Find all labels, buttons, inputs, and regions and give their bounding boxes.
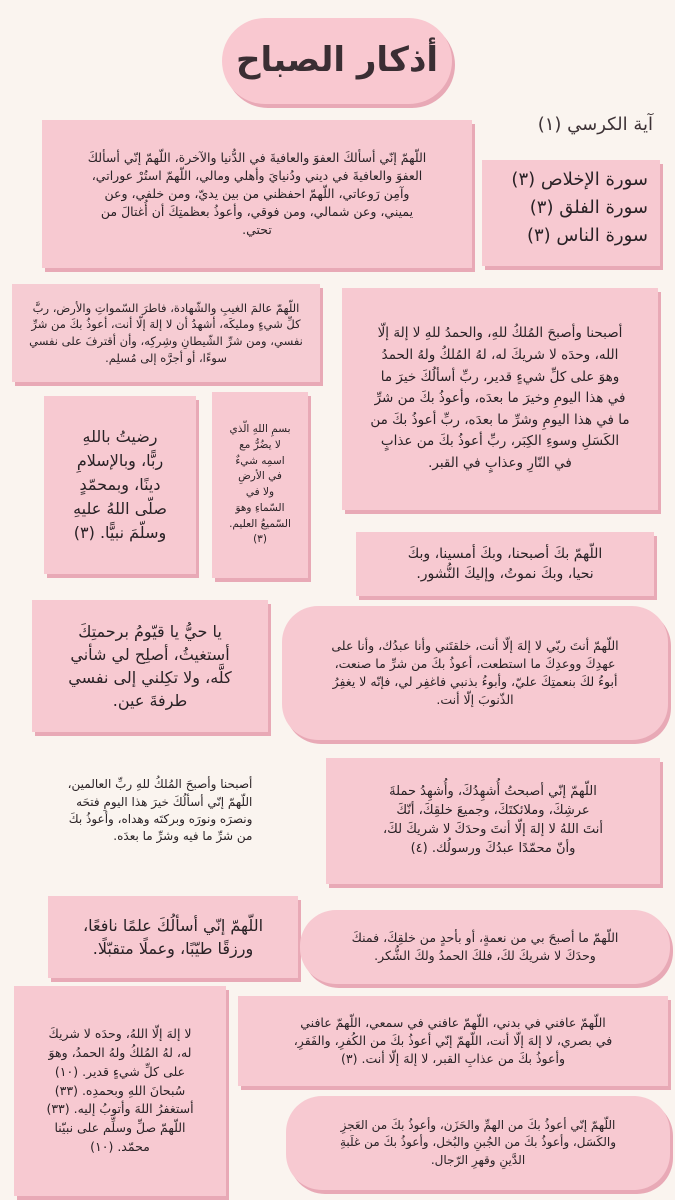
surah-nas: سورة الناس (٣)	[526, 224, 648, 246]
dhikr-bismillah: بسمِ اللهِ الّذي لا يضُرُّ مع اسمِه شيءٌ في الأرضِ ولا في السّماءِ وهوَ السّميعُ العليم. (٣)	[212, 392, 308, 578]
dhikr-ilman-nafian: اللّهمّ إنّي أسألُكَ علمًا نافعًا، ورزقًا طيّبًا، وعملًا متقبّلًا.	[48, 896, 298, 978]
page-title: أذكار الصباح	[222, 18, 452, 104]
dhikr-asbahna-mulk: أصبحنا وأصبحَ المُلكُ للهِ، والحمدُ للهِ لا إلهَ إلّا الله، وحدَه لا شريكَ له، لهُ المُلكُ ولهُ الحمدُ وهوَ على كلِّ شيءٍ قدير، ربِّ أسألُكَ خيرَ ما في هذا اليومِ وخيرَ ما بعدَه، وأعوذُ بكَ من شرِّ ما في هذا اليومِ وشرِّ ما بعدَه، ربِّ أعوذُ بكَ من الكَسَلِ وسوءِ الكِبَر، ربِّ أعوذُ بكَ من عذابٍ في النّارِ وعذابٍ في القبر.	[342, 288, 658, 510]
surah-falaq: سورة الفلق (٣)	[529, 196, 648, 218]
dhikr-hamm: اللّهمّ إنّي أعوذُ بكَ من الهمِّ والحَزَن، وأعوذُ بكَ من العَجزِ والكَسَل، وأعوذُ بكَ من الجُبنِ والبُخل، وأعوذُ بكَ من غلَبةِ الدَّينِ وقهرِ الرّجال.	[286, 1096, 670, 1190]
dhikr-asbahna-rabb-alamin: أصبحنا وأصبحَ المُلكُ للهِ ربِّ العالمين، اللّهمّ إنّي أسألُكَ خيرَ هذا اليومِ فتحَه ونصرَه ونورَه وبركتَه وهداه، وأعوذُ بكَ من شرِّ ما فيه وشرِّ ما بعدَه.	[6, 756, 314, 866]
dhikr-bika-asbahna: اللّهمّ بكَ أصبحنا، وبكَ أمسينا، وبكَ نحيا، وبكَ نموتُ، وإليكَ النُّشور.	[356, 532, 654, 596]
dhikr-afw: اللّهمّ إنّي أسألكَ العفوَ والعافيةَ في الدُّنيا والآخرة، اللّهمّ إنّي أسألكَ العفوَ والعافيةَ في ديني ودُنيايَ وأهلي ومالي، اللّهمّ استُرْ عوراتي، وآمِن رَوعاتي، اللّهمّ احفظني من بين يديّ، ومن خلفي، وعن يميني، وعن شمالي، ومن فوقي، وأعوذُ بعظمتِكَ أن أُغتالَ من تحتي.	[42, 120, 472, 268]
mu-awwidhat-card	[482, 160, 660, 266]
dhikr-ma-asbaha: اللّهمّ ما أصبحَ بي من نعمةٍ، أو بأحدٍ من خلقِكَ، فمنكَ وحدَكَ لا شريكَ لكَ، فلكَ الحمدُ ولكَ الشُّكر.	[300, 910, 670, 984]
dhikr-afini: اللّهمّ عافني في بدني، اللّهمّ عافني في سمعي، اللّهمّ عافني في بصري، لا إلهَ إلّا أنت، اللّهمّ إنّي أعوذُ بكَ من الكُفرِ، والفَقرِ، وأعوذُ بكَ من عذابِ القبر، لا إلهَ إلّا أنت. (٣)	[238, 996, 668, 1086]
dhikr-alim-ghayb: اللّهمّ عالمَ الغيبِ والشّهادة، فاطرَ السّمواتِ والأرض، ربَّ كلِّ شيءٍ ومليكَه، أشهدُ أن لا إلهَ إلّا أنت، أعوذُ بكَ من شرِّ نفسي، ومن شرِّ الشّيطانِ وشِركِه، وأن أقترفَ على نفسي سوءًا، أو أجرَّه إلى مُسلِم.	[12, 284, 320, 382]
dhikr-la-ilaha: لا إلهَ إلّا اللهُ، وحدَه لا شريكَ له، لهُ المُلكُ ولهُ الحمدُ، وهوَ على كلِّ شيءٍ قدير. (١٠) سُبحانَ اللهِ وبحمدِه. (٣٣) أستغفرُ اللهَ وأتوبُ إليه. (٣٣) اللّهمّ صلِّ وسلِّم على نبيّنا محمّد. (١٠)	[14, 986, 226, 1196]
surah-ikhlas: سورة الإخلاص (٣)	[511, 169, 648, 190]
dhikr-ya-hayy: يا حيُّ يا قيّومُ برحمتِكَ أستغيثُ، أصلِح لي شأني كلَّه، ولا تكِلني إلى نفسي طرفةَ عين.	[32, 600, 268, 732]
dhikr-sayyid-istighfar: اللّهمّ أنتَ ربّي لا إلهَ إلّا أنت، خلقتَني وأنا عبدُك، وأنا على عهدِكَ ووعدِكَ ما استطعت، أعوذُ بكَ من شرِّ ما صنعت، أبوءُ لكَ بنعمتِكَ عليّ، وأبوءُ بذنبي فاغفِر لي، فإنّه لا يغفِرُ الذّنوبَ إلّا أنت.	[282, 606, 668, 740]
dhikr-ushhiduk: اللّهمّ إنّي أصبحتُ أُشهِدُكَ، وأُشهِدُ حملةَ عرشِكَ، وملائكتَكَ، وجميعَ خلقِكَ، أنّكَ أنتَ اللهُ لا إلهَ إلّا أنتَ وحدَكَ لا شريكَ لكَ، وأنّ محمّدًا عبدُكَ ورسولُك. (٤)	[326, 758, 660, 884]
ayat-kursi: آية الكرسي (١)	[537, 114, 653, 135]
dhikr-radeetu: رضيتُ باللهِ ربًّا، وبالإسلامِ دينًا، وبمحمّدٍ صلّى اللهُ عليهِ وسلّمَ نبيًّا. (٣)	[44, 396, 196, 574]
